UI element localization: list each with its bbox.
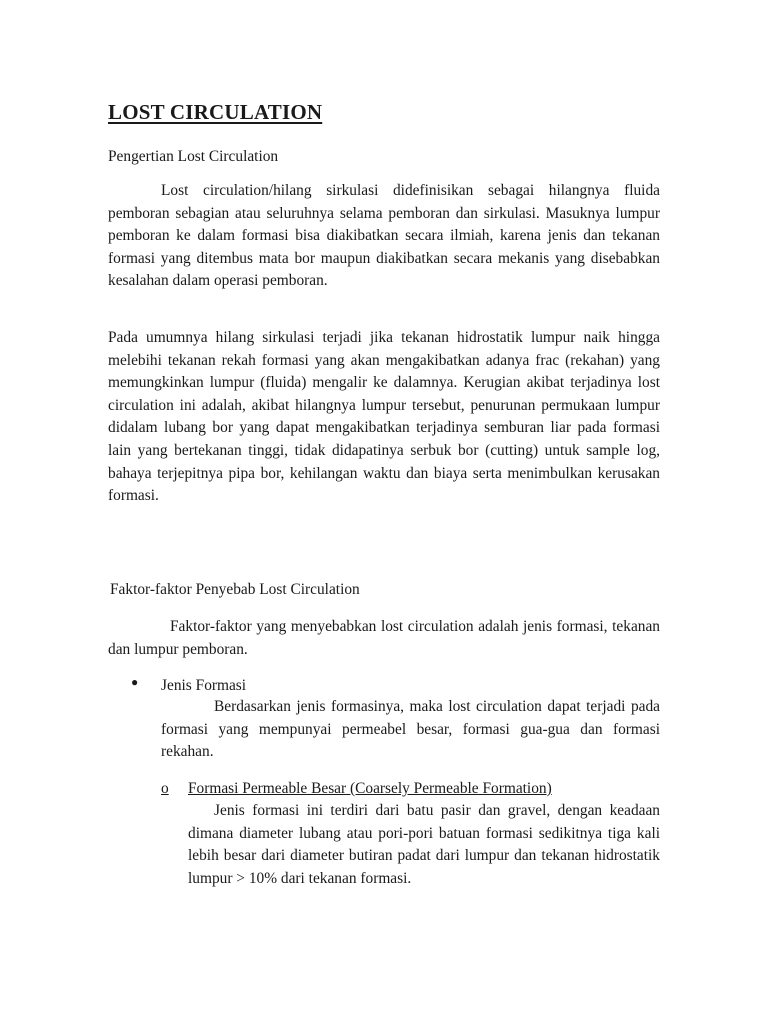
bullet-text-jenis-formasi: Berdasarkan jenis formasinya, maka lost circulation dapat terjadi pada formasi yang mempunyai permeabel besar, formasi gua-gua dan formasi rekahan. bbox=[161, 698, 660, 761]
paragraph-definition: Lost circulation/hilang sirkulasi didefinisikan sebagai hilangnya fluida pemboran sebagian atau seluruhnya selama pemboran dan sirkulasi. Masuknya lumpur pemboran ke dalam formasi bisa diakibatkan secara ilmiah, karena jenis dan tekanan formasi yang ditembus mata bor maupun diakibatkan secara mekanis yang disebabkan kesalahan dalam operasi pemboran. bbox=[108, 182, 660, 290]
section-heading-faktor: Faktor-faktor Penyebab Lost Circulation bbox=[110, 581, 360, 598]
document-title: LOST CIRCULATION bbox=[108, 100, 323, 124]
paragraph-consequences: Pada umumnya hilang sirkulasi terjadi jika tekanan hidrostatik lumpur naik hingga melebihi tekanan rekah formasi yang akan mengakibatkan adanya frac (rekahan) yang memungkinkan lumpur (fluida) mengalir ke dalamnya. Kerugian akibat terjadinya lost circulation ini adalah, akibat hilangnya lumpur tersebut, penurunan permukaan lumpur didalam lubang bor yang dapat mengakibatkan terjadinya semburan liar pada formasi lain yang bertekanan tinggi, tidak didapatinya serbuk bor (cutting) untuk sample log, bahaya terjepitnya pipa bor, kehilangan waktu dan biaya serta menimbulkan kerusakan formasi. bbox=[108, 329, 660, 505]
bullet-label-jenis-formasi: Jenis Formasi bbox=[161, 677, 247, 694]
bullet-dot-icon: ● bbox=[131, 675, 139, 689]
section-heading-pengertian: Pengertian Lost Circulation bbox=[108, 148, 279, 165]
paragraph-factors: Faktor-faktor yang menyebabkan lost circulation adalah jenis formasi, tekanan dan lumpur pemboran. bbox=[108, 618, 660, 658]
subitem-heading-permeable: Formasi Permeable Besar (Coarsely Permeable Formation) bbox=[188, 780, 552, 797]
subitem-text-permeable: Jenis formasi ini terdiri dari batu pasir dan gravel, dengan keadaan dimana diameter lubang atau pori-pori batuan formasi sedikitnya tiga kali lebih besar dari diameter butiran padat dari lumpur dan tekanan hidrostatik lumpur > 10% dari tekanan formasi. bbox=[188, 802, 660, 887]
circle-bullet-icon: o bbox=[161, 780, 169, 797]
